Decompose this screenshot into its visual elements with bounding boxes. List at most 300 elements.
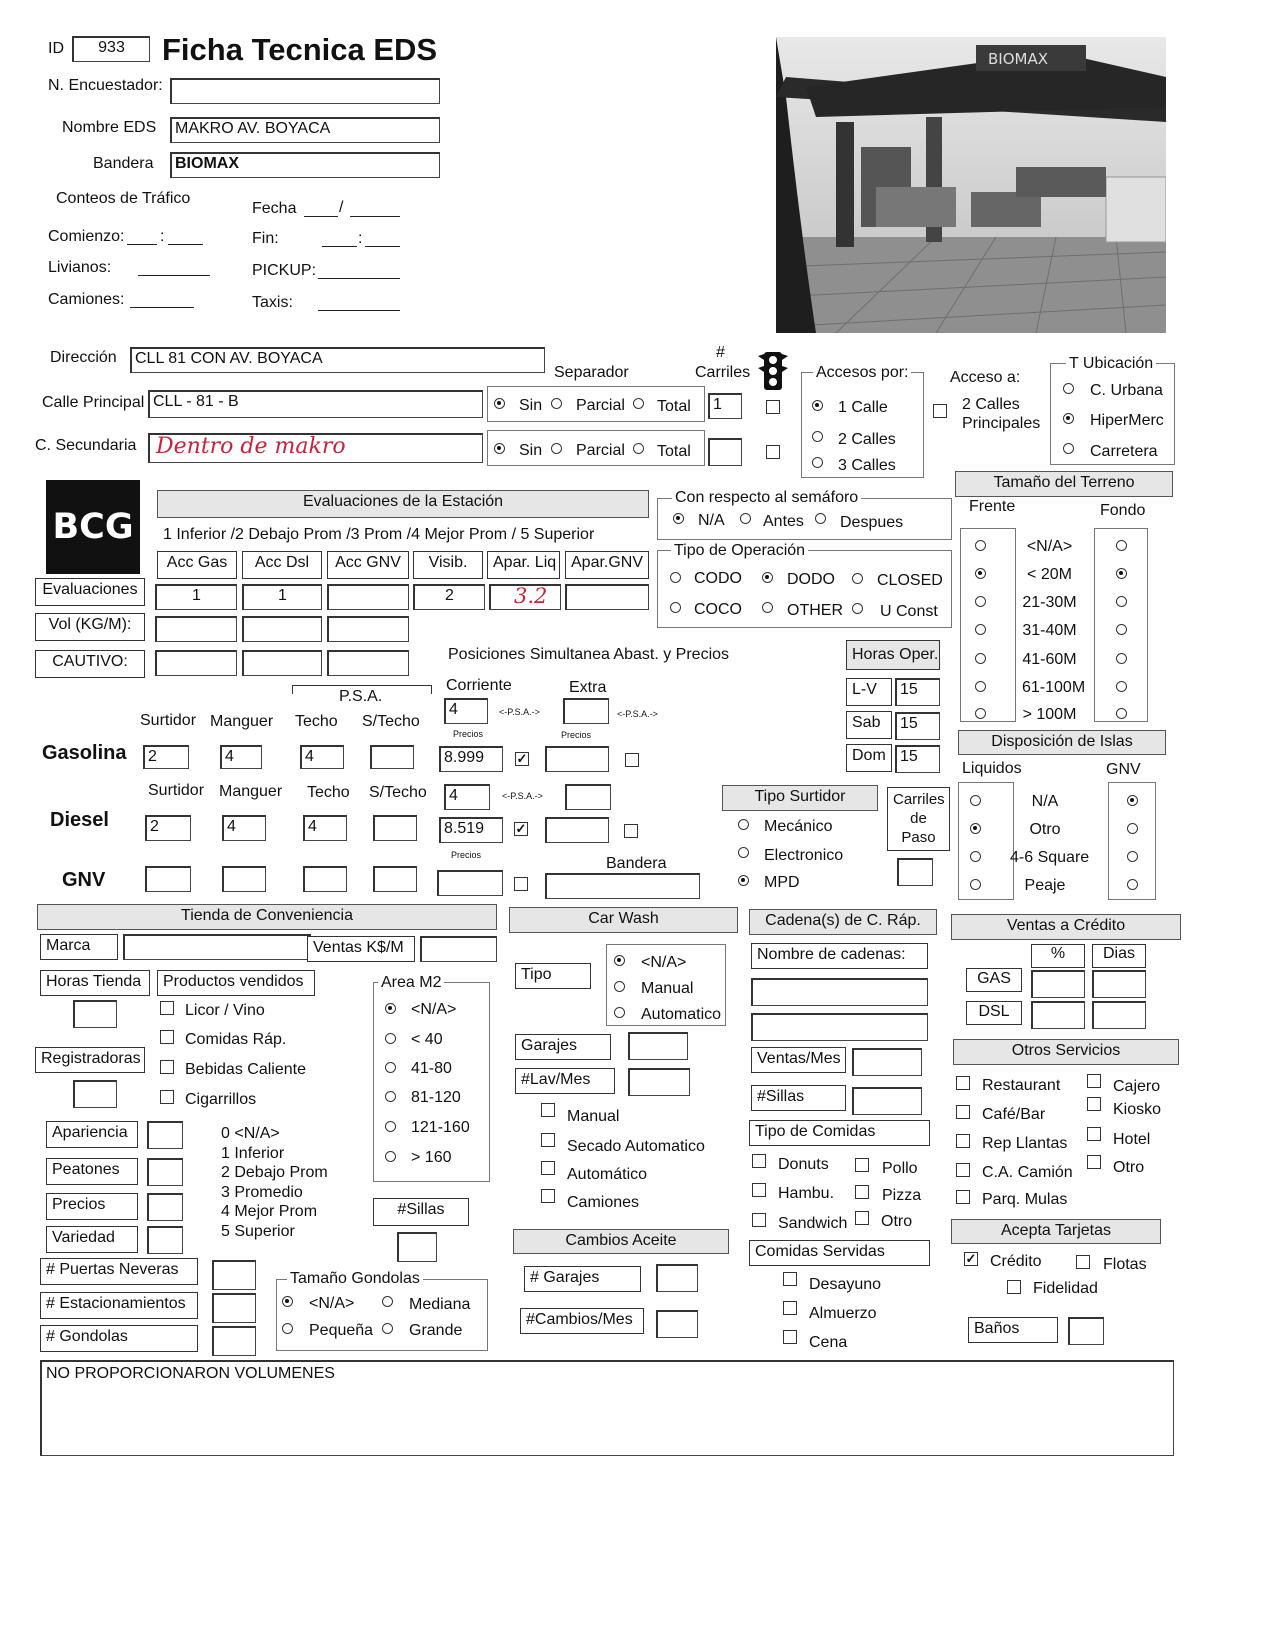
semaforo-check-1[interactable]: [766, 400, 780, 414]
islas-gnv-radio[interactable]: [1127, 795, 1138, 806]
horas-lv[interactable]: 15: [895, 678, 940, 706]
sep1-parcial-label: Parcial: [576, 397, 625, 414]
psa-title: P.S.A.: [339, 688, 383, 705]
livianos-line[interactable]: [138, 275, 210, 276]
tipo-surtidor-header: Tipo Surtidor: [722, 785, 878, 811]
gondola-grande-label: Grande: [409, 1322, 463, 1339]
id-field[interactable]: 933: [72, 36, 150, 62]
sep1-total-radio[interactable]: [633, 398, 644, 409]
terreno-frente-group: [960, 528, 1016, 722]
tienda-ventas-label: Ventas K$/M: [307, 936, 415, 962]
producto-check[interactable]: [160, 1090, 174, 1104]
col-acc-gas: Acc Gas: [157, 551, 237, 579]
op-codo-radio[interactable]: [670, 572, 681, 583]
vol-acc-dsl[interactable]: [242, 616, 322, 642]
puertas-label: # Puertas Neveras: [40, 1258, 198, 1285]
registradoras-label: Registradoras: [35, 1047, 145, 1073]
terreno-frente-radio[interactable]: [975, 708, 986, 719]
direccion-field[interactable]: CLL 81 CON AV. BOYACA: [130, 347, 545, 373]
otro-servicio-check[interactable]: [956, 1076, 970, 1090]
terreno-frente-radio[interactable]: [975, 681, 986, 692]
terreno-option-label: 61-100M: [1022, 679, 1086, 696]
gas-manguer-label: Manguer: [210, 713, 274, 730]
comida-tipo-check[interactable]: [752, 1183, 766, 1197]
sep1-sin-label: Sin: [519, 397, 543, 414]
carwash-check[interactable]: [541, 1189, 555, 1203]
otro-servicio-check[interactable]: [1087, 1097, 1101, 1111]
aceite-cambios-field[interactable]: [656, 1310, 698, 1338]
terreno-fondo-radio[interactable]: [1116, 681, 1127, 692]
gas-extra-psa[interactable]: [563, 698, 609, 724]
terreno-header: Tamaño del Terreno: [955, 471, 1173, 497]
carwash-garajes-field[interactable]: [628, 1032, 688, 1060]
comida-tipo-check[interactable]: [855, 1185, 869, 1199]
aceite-header: Cambios Aceite: [513, 1229, 729, 1254]
carwash-check[interactable]: [541, 1103, 555, 1117]
escala-item: 5 Superior: [221, 1222, 295, 1240]
banos-label: Baños: [968, 1317, 1058, 1343]
terreno-frente-radio[interactable]: [975, 540, 986, 551]
gas-surtidor-label: Surtidor: [140, 712, 197, 729]
ubicacion-hipermerc-radio[interactable]: [1063, 413, 1074, 424]
pickup-line[interactable]: [318, 278, 400, 279]
otro-servicio-check[interactable]: [956, 1163, 970, 1177]
producto-label: Cigarrillos: [185, 1091, 257, 1108]
carriles-row1[interactable]: 1: [708, 393, 742, 419]
comida-tipo-check[interactable]: [855, 1211, 869, 1225]
op-closed-label: CLOSED: [877, 572, 943, 589]
gas-surtidor[interactable]: 2: [143, 745, 189, 769]
sep1-sin-radio[interactable]: [494, 398, 505, 409]
carriles-row2[interactable]: [708, 438, 742, 466]
gas-extra-precio[interactable]: [545, 746, 609, 772]
col-apar-liq: Apar. Liq: [487, 551, 560, 579]
accesos-1-radio[interactable]: [812, 400, 823, 411]
otro-servicio-check[interactable]: [956, 1190, 970, 1204]
op-other-radio[interactable]: [762, 602, 773, 613]
col-visib: Visib.: [413, 551, 483, 579]
sep2-total-radio[interactable]: [633, 443, 644, 454]
surtidor-mecanico-label: Mecánico: [764, 818, 833, 835]
otro-servicio-check[interactable]: [1087, 1155, 1101, 1169]
carwash-manual-radio[interactable]: [614, 981, 625, 992]
tarjeta-fidelidad-check[interactable]: [1007, 1280, 1021, 1294]
credito-pct-label: %: [1031, 944, 1085, 968]
peatones-field[interactable]: [147, 1158, 183, 1186]
terreno-fondo-radio[interactable]: [1116, 708, 1127, 719]
surtidor-mpd-radio[interactable]: [738, 875, 749, 886]
carwash-garajes-label: Garajes: [515, 1034, 611, 1060]
otro-servicio-label: Café/Bar: [982, 1106, 1046, 1123]
otro-servicio-check[interactable]: [1087, 1127, 1101, 1141]
islas-liq-radio[interactable]: [970, 823, 981, 834]
area-option-label: 121-160: [411, 1119, 470, 1136]
surtidor-electronico-label: Electronico: [764, 847, 844, 864]
credito-gas-pct[interactable]: [1031, 970, 1085, 998]
islas-liq-radio[interactable]: [970, 795, 981, 806]
fin-m-line[interactable]: [365, 246, 400, 247]
productos-label: Productos vendidos: [157, 970, 315, 996]
gondola-grande-radio[interactable]: [382, 1323, 393, 1334]
sep2-sin-radio[interactable]: [494, 443, 505, 454]
sep1-total-label: Total: [657, 398, 691, 415]
carwash-check[interactable]: [541, 1133, 555, 1147]
variedad-field[interactable]: [147, 1226, 183, 1254]
escala-item: 2 Debajo Prom: [221, 1164, 328, 1181]
gnv-bandera-label: Bandera: [606, 855, 667, 872]
islas-option-label: Peaje: [1024, 877, 1066, 894]
op-closed-radio[interactable]: [852, 573, 863, 584]
area-option-label: 81-120: [411, 1089, 461, 1106]
registradoras-field[interactable]: [73, 1080, 117, 1108]
nombre-eds-field[interactable]: MAKRO AV. BOYACA: [170, 117, 440, 143]
sep1-parcial-radio[interactable]: [551, 398, 562, 409]
carwash-lav-field[interactable]: [628, 1068, 690, 1096]
islas-gnv-label: GNV: [1106, 761, 1141, 778]
horas-sab[interactable]: 15: [895, 712, 940, 740]
islas-liq-radio[interactable]: [970, 851, 981, 862]
aceite-garajes-label: # Garajes: [524, 1266, 641, 1292]
tienda-ventas-field[interactable]: [420, 936, 497, 962]
dsl-check-2[interactable]: [624, 824, 638, 838]
fin-label: Fin:: [252, 230, 279, 247]
comida-tipo-label: Otro: [881, 1213, 913, 1230]
credito-dias-label: Dias: [1092, 944, 1146, 968]
terreno-option-label: 31-40M: [1022, 622, 1077, 639]
ubicacion-carretera-radio[interactable]: [1063, 443, 1074, 454]
vol-acc-gnv[interactable]: [327, 616, 409, 642]
islas-option-label: N/A: [1031, 793, 1059, 810]
fecha-day-line[interactable]: [304, 216, 338, 217]
puertas-field[interactable]: [212, 1260, 256, 1290]
tipo-comidas-label: Tipo de Comidas: [749, 1120, 930, 1146]
op-uconst-radio[interactable]: [852, 603, 863, 614]
bandera-field[interactable]: BIOMAX: [170, 152, 440, 178]
cautivo-acc-dsl[interactable]: [242, 650, 322, 676]
fin-sep: :: [358, 230, 363, 247]
surtidor-mpd-label: MPD: [764, 874, 800, 891]
apariencia-field[interactable]: [147, 1121, 183, 1149]
calle-principal-field[interactable]: CLL - 81 - B: [148, 390, 483, 418]
gondola-mediana-radio[interactable]: [382, 1296, 393, 1307]
credito-header: Ventas a Crédito: [951, 914, 1181, 940]
gnv-surtidor[interactable]: [145, 866, 191, 892]
op-other-label: OTHER: [787, 602, 843, 619]
tarjeta-flotas-label: Flotas: [1103, 1256, 1147, 1273]
gondola-pequena-radio[interactable]: [282, 1323, 293, 1334]
credito-dsl-label: DSL: [966, 1001, 1022, 1025]
surtidor-electronico-radio[interactable]: [738, 847, 749, 858]
dsl-check-1[interactable]: ✓: [515, 821, 527, 836]
eval-visib[interactable]: 2: [413, 584, 485, 610]
dsl-manguer-label: Manguer: [219, 783, 283, 800]
semaforo-check-2[interactable]: [766, 445, 780, 459]
accesos-2-radio[interactable]: [812, 431, 823, 442]
gas-stecho-label: S/Techo: [362, 713, 420, 730]
otro-servicio-check[interactable]: [956, 1134, 970, 1148]
gnv-check[interactable]: [514, 877, 528, 891]
islas-liq-radio[interactable]: [970, 879, 981, 890]
id-label: ID: [48, 40, 64, 57]
comidas-servidas-label: Comidas Servidas: [749, 1240, 930, 1266]
tarjeta-credito-check[interactable]: ✓: [965, 1251, 977, 1266]
peatones-label: Peatones: [46, 1158, 138, 1185]
terreno-fondo-radio[interactable]: [1116, 624, 1127, 635]
tarjeta-flotas-check[interactable]: [1076, 1255, 1090, 1269]
banos-field[interactable]: [1068, 1317, 1104, 1345]
gas-check-1[interactable]: ✓: [516, 751, 528, 766]
carwash-na-label: <N/A>: [641, 954, 687, 971]
terreno-frente-radio[interactable]: [975, 624, 986, 635]
escala-item: 1 Inferior: [221, 1144, 285, 1162]
islas-gnv-radio[interactable]: [1127, 823, 1138, 834]
semaforo-despues-radio[interactable]: [815, 513, 826, 524]
traffic-light-icon: [756, 350, 790, 397]
escala-item: 0 <N/A>: [221, 1125, 280, 1142]
otro-servicio-label: Rep Llantas: [982, 1135, 1068, 1152]
precios-label: Precios: [46, 1193, 138, 1220]
comida-servida-check[interactable]: [783, 1301, 797, 1315]
vol-acc-gas[interactable]: [155, 616, 237, 642]
carwash-header: Car Wash: [509, 907, 738, 933]
carwash-check[interactable]: [541, 1161, 555, 1175]
op-dodo-radio[interactable]: [762, 572, 773, 583]
area-option-label: > 160: [411, 1149, 452, 1166]
gondolas-size-title: Tamaño Gondolas: [287, 1270, 423, 1288]
station-photo: [776, 37, 1166, 333]
operacion-title: Tipo de Operación: [671, 542, 808, 560]
otro-servicio-check[interactable]: [956, 1105, 970, 1119]
otro-servicio-label: Hotel: [1113, 1131, 1151, 1148]
sep2-sin-label: Sin: [519, 442, 543, 459]
otro-servicio-check[interactable]: [1087, 1074, 1101, 1088]
gas-techo[interactable]: 4: [300, 745, 344, 769]
page-title: Ficha Tecnica EDS: [162, 32, 438, 67]
islas-liq-group: [958, 782, 1014, 900]
dsl-manguer[interactable]: 4: [222, 815, 266, 841]
accesos-3-radio[interactable]: [812, 457, 823, 468]
accesos-3-label: 3 Calles: [838, 457, 896, 474]
comida-servida-label: Almuerzo: [809, 1305, 877, 1322]
ubicacion-hipermerc-label: HiperMerc: [1090, 412, 1164, 429]
op-coco-radio[interactable]: [670, 602, 681, 613]
semaforo-antes-radio[interactable]: [740, 513, 751, 524]
dsl-psa[interactable]: 4: [444, 784, 490, 810]
corriente-label: Corriente: [446, 677, 512, 694]
comienzo-label: Comienzo:: [48, 228, 125, 245]
area-radio[interactable]: [385, 1091, 396, 1102]
estacionamientos-field[interactable]: [212, 1293, 256, 1323]
area-radio[interactable]: [385, 1062, 396, 1073]
dsl-extra-precio[interactable]: [545, 817, 609, 843]
area-radio[interactable]: [385, 1121, 396, 1132]
cadenas-sillas-field[interactable]: [852, 1087, 922, 1115]
gas-extra-precios-label: Precios: [561, 730, 592, 740]
tienda-sillas-label: #Sillas: [373, 1198, 469, 1226]
islas-option-label: Otro: [1029, 821, 1061, 838]
producto-check[interactable]: [160, 1060, 174, 1074]
surtidor-mecanico-radio[interactable]: [738, 819, 749, 830]
row-vol-label: Vol (KG/M):: [35, 613, 145, 641]
acceso-a-title: Acceso a:: [950, 369, 1021, 386]
terreno-fondo-radio[interactable]: [1116, 596, 1127, 607]
otro-servicio-label: Parq. Mulas: [982, 1191, 1068, 1208]
semaforo-na-radio[interactable]: [673, 513, 684, 524]
op-uconst-label: U Const: [880, 603, 938, 620]
comida-tipo-label: Sandwich: [778, 1215, 848, 1232]
otros-header: Otros Servicios: [953, 1039, 1179, 1065]
otro-servicio-label: C.A. Camión: [982, 1164, 1073, 1181]
gasolina-label: Gasolina: [42, 742, 127, 764]
area-radio[interactable]: [385, 1003, 396, 1014]
handwritten-apar-liq: 3.2: [514, 584, 548, 608]
ubicacion-urbana-radio[interactable]: [1063, 383, 1074, 394]
terreno-fondo-radio[interactable]: [1116, 540, 1127, 551]
comida-tipo-label: Pollo: [882, 1160, 918, 1177]
tienda-marca-label: Marca: [40, 934, 118, 960]
comida-tipo-check[interactable]: [752, 1154, 766, 1168]
dsl-stecho[interactable]: [373, 815, 417, 841]
dsl-techo[interactable]: 4: [303, 815, 347, 841]
comida-servida-check[interactable]: [783, 1330, 797, 1344]
gnv-stecho[interactable]: [373, 866, 417, 892]
ubicacion-urbana-label: C. Urbana: [1090, 382, 1163, 399]
notes-field[interactable]: NO PROPORCIONARON VOLUMENES: [40, 1360, 1174, 1456]
terreno-option-label: > 100M: [1022, 706, 1077, 723]
gnv-bandera-field[interactable]: [545, 873, 700, 899]
dsl-stecho-label: S/Techo: [369, 784, 427, 801]
evaluaciones-header: Evaluaciones de la Estación: [157, 490, 649, 518]
livianos-label: Livianos:: [48, 259, 112, 276]
gondola-na-radio[interactable]: [282, 1296, 293, 1307]
comienzo-m-line[interactable]: [168, 244, 203, 245]
carwash-auto-radio[interactable]: [614, 1007, 625, 1018]
cautivo-acc-gas[interactable]: [155, 650, 237, 676]
gas-stecho[interactable]: [370, 745, 414, 769]
gnv-techo[interactable]: [303, 866, 347, 892]
cadenas-nombre-label: Nombre de cadenas:: [751, 943, 928, 969]
otro-servicio-label: Restaurant: [982, 1077, 1061, 1094]
sep2-parcial-label: Parcial: [576, 442, 625, 459]
horas-header: Horas Oper.: [846, 640, 940, 670]
gnv-precio[interactable]: [437, 870, 503, 896]
horas-sab-label: Sab: [846, 711, 892, 739]
calle-secundaria-label: C. Secundaria: [35, 437, 137, 454]
camiones-line[interactable]: [130, 307, 194, 308]
terreno-fondo-radio[interactable]: [1116, 653, 1127, 664]
handwritten-secundaria: Dentro de makro: [156, 434, 346, 459]
carriles-paso-field[interactable]: [897, 858, 933, 886]
fin-h-line[interactable]: [322, 246, 357, 247]
horas-dom-label: Dom: [846, 744, 892, 772]
gas-corriente-precio[interactable]: 8.999: [439, 746, 503, 772]
terreno-frente-label: Frente: [969, 498, 1016, 515]
carwash-na-radio[interactable]: [614, 955, 625, 966]
gondolas-field[interactable]: [212, 1326, 256, 1356]
islas-liquidos-label: Liquidos: [962, 760, 1022, 777]
eval-acc-gas[interactable]: 1: [155, 584, 237, 610]
variedad-label: Variedad: [46, 1226, 138, 1253]
eval-acc-dsl[interactable]: 1: [242, 584, 322, 610]
encuestador-field[interactable]: [170, 78, 440, 104]
cadenas-nombre-field-1[interactable]: [751, 978, 928, 1006]
carwash-check-label: Automático: [567, 1166, 648, 1183]
fecha-label: Fecha: [252, 200, 297, 217]
cautivo-acc-gnv[interactable]: [327, 650, 409, 676]
comida-tipo-check[interactable]: [855, 1158, 869, 1172]
dsl-extra-psa[interactable]: [565, 784, 611, 810]
area-radio[interactable]: [385, 1151, 396, 1162]
terreno-frente-radio[interactable]: [975, 653, 986, 664]
precios-field[interactable]: [147, 1193, 183, 1221]
escala-item: 3 Promedio: [221, 1183, 303, 1201]
islas-gnv-radio[interactable]: [1127, 879, 1138, 890]
comienzo-h-line[interactable]: [127, 244, 157, 245]
tienda-marca-field[interactable]: [123, 934, 311, 960]
semaforo-na-label: N/A: [698, 512, 725, 529]
dsl-precio[interactable]: 8.519: [439, 817, 503, 843]
carwash-check-label: Camiones: [567, 1194, 640, 1211]
dsl-surtidor[interactable]: 2: [145, 815, 191, 841]
cadenas-ventas-label: Ventas/Mes: [751, 1047, 846, 1073]
credito-gas-dias[interactable]: [1092, 970, 1146, 998]
credito-dsl-dias[interactable]: [1092, 1001, 1146, 1029]
accesos-1-label: 1 Calle: [838, 399, 888, 416]
bcg-logo: BCG: [46, 480, 140, 574]
area-radio[interactable]: [385, 1033, 396, 1044]
acceso-a-check[interactable]: [933, 404, 947, 418]
cadenas-sillas-label: #Sillas: [751, 1085, 846, 1111]
aceite-garajes-field[interactable]: [656, 1264, 698, 1292]
encuestador-label: N. Encuestador:: [48, 77, 163, 94]
credito-dsl-pct[interactable]: [1031, 1001, 1085, 1029]
carriles-label: Carriles: [695, 364, 751, 381]
gondola-mediana-label: Mediana: [409, 1296, 471, 1313]
producto-check[interactable]: [160, 1001, 174, 1015]
gas-check-2[interactable]: [625, 753, 639, 767]
terreno-fondo-radio[interactable]: [1116, 568, 1127, 579]
gas-manguer[interactable]: 4: [220, 745, 262, 769]
gnv-manguer[interactable]: [222, 866, 266, 892]
comida-servida-check[interactable]: [783, 1272, 797, 1286]
producto-check[interactable]: [160, 1030, 174, 1044]
tarjetas-header: Acepta Tarjetas: [951, 1219, 1161, 1244]
sep2-parcial-radio[interactable]: [551, 443, 562, 454]
cadenas-ventas-field[interactable]: [852, 1048, 922, 1076]
cadenas-nombre-field-2[interactable]: [751, 1013, 928, 1041]
eval-apar-gnv[interactable]: [565, 584, 649, 610]
comida-tipo-check[interactable]: [752, 1213, 766, 1227]
terreno-option-label: 21-30M: [1022, 594, 1077, 611]
terreno-frente-radio[interactable]: [975, 568, 986, 579]
carwash-check-label: Manual: [567, 1108, 620, 1125]
otro-servicio-label: Otro: [1113, 1159, 1145, 1176]
terreno-frente-radio[interactable]: [975, 596, 986, 607]
tarjeta-credito-label: Crédito: [990, 1253, 1042, 1270]
row-cautivo-label: CAUTIVO:: [35, 650, 145, 678]
tienda-sillas-field[interactable]: [397, 1232, 437, 1262]
gas-corriente-psa[interactable]: 4: [444, 698, 488, 724]
horas-tienda-field[interactable]: [73, 1000, 117, 1028]
fecha-month-line[interactable]: [350, 216, 400, 217]
tienda-header: Tienda de Conveniencia: [37, 904, 497, 930]
islas-gnv-radio[interactable]: [1127, 851, 1138, 862]
eval-acc-gnv[interactable]: [327, 584, 409, 610]
carriles-hash: #: [716, 344, 725, 361]
horas-dom[interactable]: 15: [895, 745, 940, 773]
gas-precios-label: Precios: [453, 729, 484, 739]
taxis-line[interactable]: [318, 310, 400, 311]
